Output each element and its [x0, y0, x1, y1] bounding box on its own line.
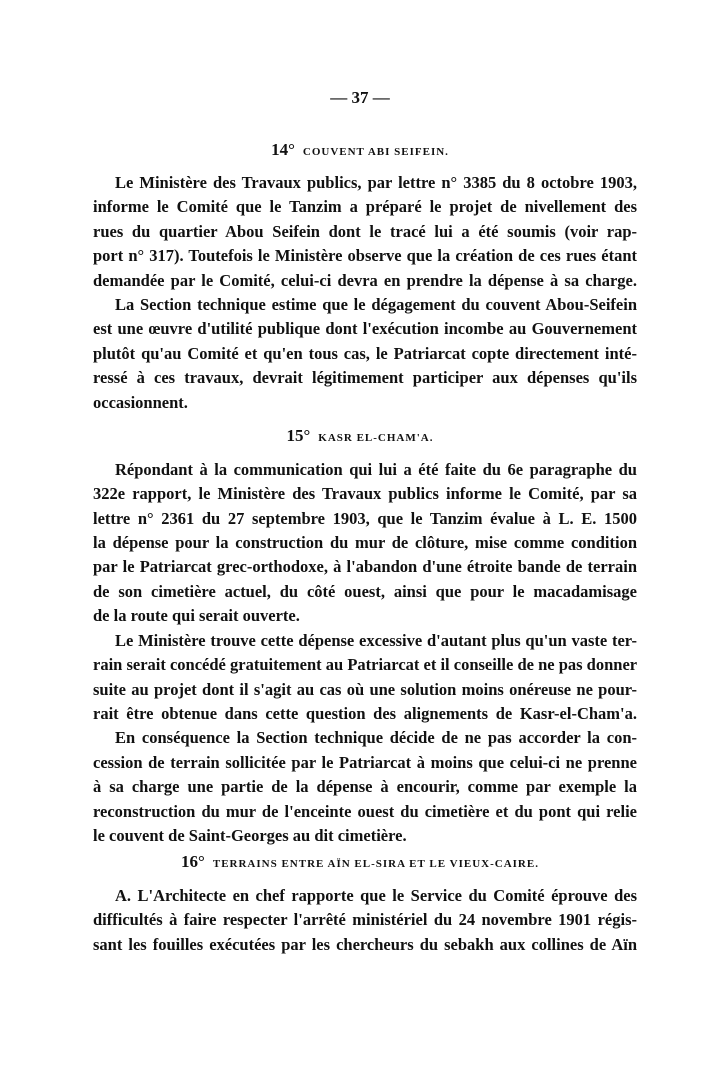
text-line: rait être obtenue dans cette question des alignements de Kasr-el-Cham'a.: [93, 704, 637, 723]
text-line: La Section technique estime que le dégagement du couvent Abou-Seifein: [115, 295, 637, 314]
page-number: — 37 —: [330, 88, 390, 107]
text-line: 322e rapport, le Ministère des Travaux publics informe le Comité, par sa: [93, 484, 637, 503]
text-line: de la route qui serait ouverte.: [93, 606, 300, 625]
section-number: 16°: [181, 852, 205, 871]
section-heading-16: [0, 852, 720, 872]
text-line: A. L'Architecte en chef rapporte que le Service du Comité éprouve des: [115, 886, 637, 905]
text-line: lettre n° 2361 du 27 septembre 1903, que le Tanzim évalue à L. E. 1500: [93, 509, 637, 528]
text-line: la dépense pour la construction du mur de clôture, mise comme condition: [93, 533, 637, 552]
text-line: rues du quartier Abou Seifein dont le tracé lui a été soumis (voir rap-: [93, 222, 637, 241]
text-line: ressé à ces travaux, devrait légitimement participer aux dépenses qu'ils: [93, 368, 637, 387]
text-line: informe le Comité que le Tanzim a préparé le projet de nivellement des: [93, 197, 637, 216]
text-line: plutôt qu'au Comité et qu'en tous cas, le Patriarcat copte directement inté-: [93, 344, 637, 363]
text-line: En conséquence la Section technique décide de ne pas accorder la con-: [115, 728, 637, 747]
section-number: 15°: [286, 426, 311, 445]
text-line: Répondant à la communication qui lui a été faite du 6e paragraphe du: [115, 460, 637, 479]
text-line: par le Patriarcat grec-orthodoxe, à l'abandon d'une étroite bande de terrain: [93, 557, 637, 576]
text-line: rain serait concédé gratuitement au Patriarcat et il conseille de ne pas donner: [93, 655, 638, 674]
section-title: TERRAINS ENTRE AÏN EL-SIRA ET LE VIEUX-CAIRE.: [212, 858, 539, 870]
text-line: sant les fouilles exécutées par les chercheurs du sebakh aux collines de Aïn: [93, 935, 637, 954]
text-line: Le Ministère trouve cette dépense excessive d'autant plus qu'un vaste ter-: [115, 631, 637, 650]
text-line: cession de terrain sollicitée par le Patriarcat à moins que celui-ci ne prenne: [93, 753, 637, 772]
text-line: demandée par le Comité, celui-ci devra en prendre la dépense à sa charge.: [93, 271, 637, 290]
text-line: le couvent de Saint-Georges au dit cimetière.: [93, 826, 407, 845]
text-line: occasionnent.: [93, 393, 188, 412]
section-heading-15: [0, 426, 720, 446]
text-line: difficultés à faire respecter l'arrêté ministériel du 24 novembre 1901 régis-: [93, 910, 637, 929]
section-heading-14: [0, 140, 720, 160]
text-line: suite au projet dont il s'agit au cas où une solution moins onéreuse ne pour-: [93, 680, 637, 699]
text-line: est une œuvre d'utilité publique dont l'exécution incombe au Gouvernement: [93, 319, 637, 338]
text-line: reconstruction du mur de l'enceinte ouest du cimetière et du pont qui relie: [93, 802, 637, 821]
text-line: port n° 317). Toutefois le Ministère observe que la création de ces rues étant: [93, 246, 637, 265]
section-title: COUVENT ABI SEIFEIN.: [302, 146, 449, 158]
section-number: 14°: [271, 140, 295, 159]
text-line: de son cimetière actuel, du côté ouest, ainsi que pour le macadamisage: [93, 582, 637, 601]
section-title: KASR EL-CHAM'A.: [318, 432, 434, 444]
text-line: à sa charge une partie de la dépense à encourir, comme par exemple la: [93, 777, 637, 796]
text-line: Le Ministère des Travaux publics, par lettre n° 3385 du 8 octobre 1903,: [115, 173, 637, 192]
